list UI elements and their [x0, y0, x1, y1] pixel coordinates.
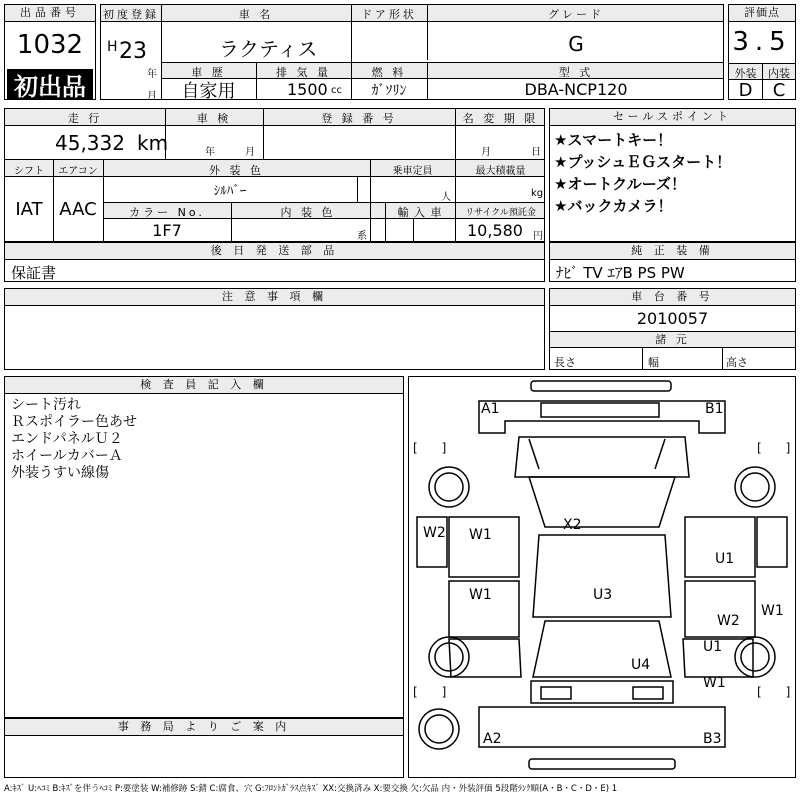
ext-color-value: ｼﾙﾊﾞｰ — [213, 184, 247, 199]
damage-mark: B1 — [705, 401, 724, 417]
ext-color-label: 外 装 色 — [209, 164, 264, 177]
sales-point-item: ★バックカメラ！ — [554, 197, 673, 215]
model-label: 型 式 — [558, 66, 594, 79]
max-load-unit: kg — [531, 188, 544, 199]
shift-label: シフト — [14, 166, 44, 177]
model-value: DBA-NCP120 — [524, 80, 628, 99]
damage-mark: U1 — [715, 551, 735, 567]
damage-mark: W1 — [703, 675, 726, 691]
damage-mark: W2 — [717, 613, 740, 629]
year-unit: 年 — [147, 69, 157, 80]
color-no-value: 1F7 — [152, 221, 182, 240]
month-unit: 月 — [147, 91, 157, 102]
later-parts-value: 保証書 — [11, 264, 57, 282]
length-label: 長さ — [554, 356, 576, 369]
damage-mark: U4 — [631, 657, 651, 673]
capacity-unit: 人 — [441, 192, 451, 203]
history-label: 車 歴 — [191, 66, 226, 79]
sales-points-box — [549, 108, 796, 242]
car-diagram — [408, 376, 796, 778]
legend-text: A:ｷｽﾞ U:ﾍｺﾐ B:ｷｽﾞを伴うﾍｺﾐ P:要塗装 W:補修跡 S:錆 C:腐食、穴 G:ﾌﾛﾝﾄｶﾞﾗｽ点ｷｽﾞ XX:交換済み X:要交換 欠:欠品 内・外装評価 5段階ﾗﾝｸ順(A・B・C・D・E) 1 — [4, 784, 618, 794]
mileage-value: 45,332 — [55, 131, 125, 155]
later-parts-label: 後 日 発 送 部 品 — [5, 243, 544, 260]
interior-label: 内装 — [768, 67, 790, 80]
name-change-day: 日 — [531, 147, 541, 158]
damage-mark: A1 — [481, 401, 500, 417]
damage-mark: W1 — [469, 527, 492, 543]
width-label: 幅 — [648, 356, 659, 369]
inspection-label: 車 検 — [196, 112, 232, 125]
inspector-note: 外装うすい線傷 — [11, 465, 109, 481]
displacement-label: 排 気 量 — [276, 66, 331, 79]
door-label: ドア形状 — [361, 8, 417, 21]
damage-mark: U1 — [703, 639, 723, 655]
caution-box — [4, 288, 545, 370]
max-load-label: 最大積載量 — [475, 166, 526, 177]
car-outline-drawing — [409, 377, 795, 777]
damage-mark: W1 — [761, 603, 784, 619]
fuel-value: ｶﾞｿﾘﾝ — [371, 82, 407, 99]
damage-mark: U3 — [593, 587, 613, 603]
score-value: 3.5 — [732, 27, 792, 57]
vehicle-header — [100, 4, 724, 100]
inspector-note: ホイールカバーＡ — [11, 448, 123, 464]
car-name: ラクティス — [219, 37, 318, 61]
score-label: 評価点 — [729, 5, 795, 22]
sales-points-label: セールスポイント — [550, 109, 795, 126]
recycle-value: 10,580 — [467, 221, 523, 240]
fuel-label: 燃 料 — [371, 66, 407, 79]
history-value: 自家用 — [181, 80, 236, 102]
equipment-box — [549, 242, 796, 282]
inspector-note: エンドパネルＵ２ — [11, 431, 123, 447]
damage-mark: B3 — [703, 731, 722, 747]
mileage-label: 走 行 — [67, 112, 103, 125]
inspector-note: Ｒスポイラー色あせ — [11, 414, 137, 430]
bracket-left-top: [ ] — [413, 441, 447, 455]
caution-label: 注 意 事 項 欄 — [5, 289, 544, 306]
exterior-label: 外装 — [734, 67, 757, 80]
inspector-note: シート汚れ — [11, 397, 81, 413]
car-name-label: 車 名 — [238, 8, 274, 21]
details-box — [4, 108, 545, 242]
office-label: 事 務 局 よ り ご 案 内 — [5, 719, 403, 736]
inspector-box — [4, 376, 404, 718]
displacement-value: 1500 — [287, 80, 328, 99]
office-box — [4, 718, 404, 778]
name-change-label: 名 変 期 限 — [462, 112, 539, 125]
damage-mark: W2 — [423, 525, 446, 541]
int-color-label: 内 装 色 — [280, 206, 336, 219]
mileage-unit: km — [137, 131, 169, 155]
height-label: 高さ — [726, 356, 748, 369]
equipment-label: 純 正 装 備 — [550, 243, 795, 260]
chassis-box — [549, 288, 796, 370]
reg-no-label: 登 録 番 号 — [321, 112, 397, 125]
inspection-year: 年 — [205, 147, 215, 158]
capacity-label: 乗車定員 — [392, 166, 433, 177]
grade-value: G — [568, 32, 584, 56]
later-parts-box — [4, 242, 545, 282]
sales-point-item: ★オートクルーズ！ — [554, 175, 686, 193]
ac-label: エアコン — [58, 166, 98, 177]
recycle-unit: 円 — [533, 231, 543, 242]
lot-no-label: 出品番号 — [5, 5, 95, 22]
inspector-label: 検 査 員 記 入 欄 — [5, 377, 403, 394]
color-no-label: カラー No. — [129, 206, 205, 219]
name-change-month: 月 — [481, 147, 491, 158]
score-box — [728, 4, 796, 100]
sales-point-item: ★プッシュＥＧスタート！ — [554, 153, 732, 171]
damage-mark: X2 — [563, 517, 582, 533]
dims-label: 諸 元 — [550, 332, 795, 347]
first-reg-label: 初度登録 — [103, 8, 159, 21]
sales-point-item: ★スマートキー！ — [554, 131, 673, 149]
damage-mark: A2 — [483, 731, 502, 747]
bracket-left-bottom: [ ] — [413, 685, 447, 699]
first-listing-badge: 初出品 — [7, 69, 93, 99]
displacement-unit: cc — [331, 85, 342, 96]
int-color-unit: 系 — [357, 231, 367, 242]
equipment-value: ﾅﾋﾞ TV ｴｱB PS PW — [556, 264, 685, 282]
damage-mark: W1 — [469, 587, 492, 603]
reg-year: 23 — [119, 39, 147, 64]
lot-box — [4, 4, 96, 100]
bracket-right-bottom: [ ] — [757, 685, 791, 699]
exterior-grade: D — [738, 79, 753, 101]
grade-label: グレード — [548, 8, 604, 21]
era-prefix: H — [107, 39, 118, 55]
import-label: 輸 入 車 — [397, 206, 443, 219]
lot-number: 1032 — [16, 30, 84, 60]
interior-grade: C — [772, 79, 786, 101]
inspection-month: 月 — [245, 147, 255, 158]
recycle-label: リサイクル預託金 — [465, 208, 536, 218]
bracket-right-top: [ ] — [757, 441, 791, 455]
ac-value: AAC — [59, 199, 97, 220]
chassis-label: 車 台 番 号 — [550, 289, 795, 306]
shift-value: IAT — [15, 199, 43, 220]
chassis-value: 2010057 — [636, 308, 709, 328]
